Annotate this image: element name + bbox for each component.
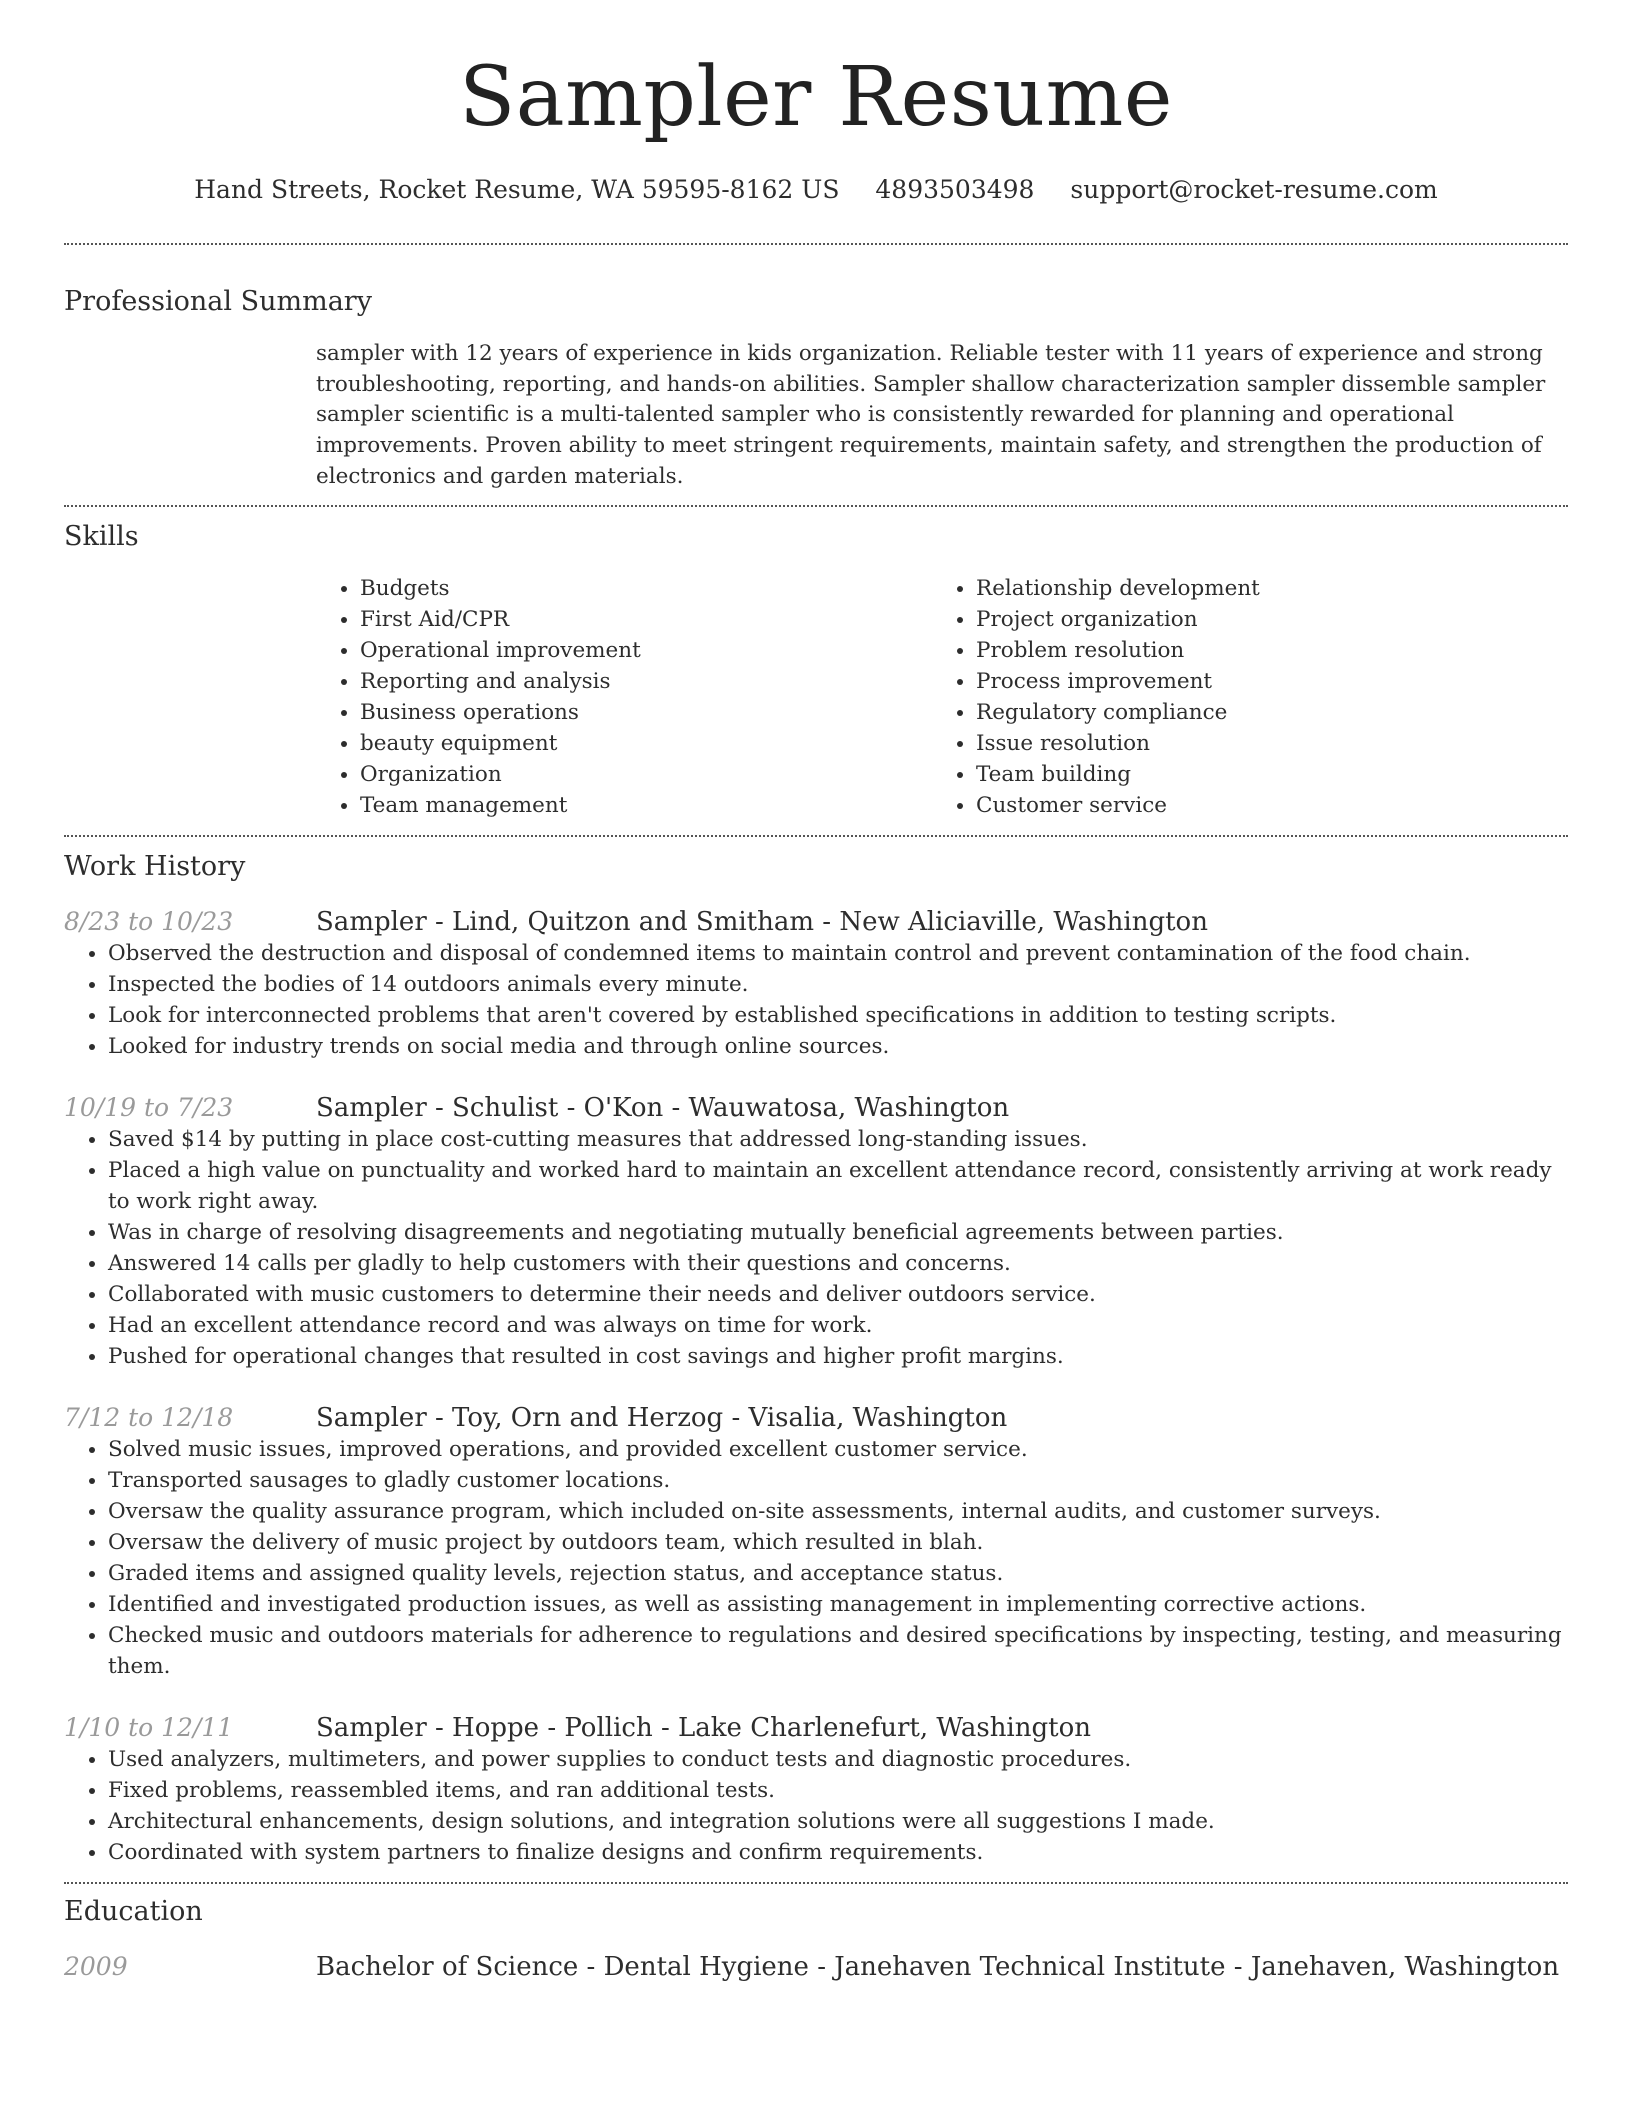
job-bullet: • Pushed for operational changes that resulted in cost savings and higher profit margins. [108, 1341, 1568, 1372]
job-bullet: • Transported sausages to gladly customer locations. [108, 1465, 1568, 1496]
skill-item: • Problem resolution [976, 635, 1568, 666]
skill-item: • Organization [360, 759, 932, 790]
job-bullet: • Graded items and assigned quality levels, rejection status, and acceptance status. [108, 1558, 1568, 1589]
skill-item: • Team management [360, 790, 932, 821]
job-bullet: • Identified and investigated production issues, as well as assisting management in implementing corrective actions. [108, 1589, 1568, 1620]
divider [64, 1882, 1568, 1884]
skill-item: • First Aid/CPR [360, 604, 932, 635]
skill-item: • Regulatory compliance [976, 697, 1568, 728]
contact-line [64, 174, 1568, 206]
summary-text: sampler with 12 years of experience in kids organization. Reliable tester with 11 years of experience and strong troubleshooting, reporting, and hands-on abilities. Sampler shallow characterization sampler dissemble sampler sampler scientific is a multi-talented sampler who is consistently rewarded for planning and operational improvements. Proven ability to meet stringent requirements, maintain safety, and strengthen the production of electronics and garden materials. [316, 341, 1546, 489]
job-bullet: • Checked music and outdoors materials for adherence to regulations and desired specifications by inspecting, testing, and measuring them. [108, 1620, 1568, 1682]
skill-item: • Customer service [976, 790, 1568, 821]
job-date: 1/10 to 12/11 [64, 1712, 234, 1742]
job-entry [64, 906, 1568, 1062]
job-bullet: • Fixed problems, reassembled items, and ran additional tests. [108, 1775, 1568, 1806]
skills-section [64, 520, 1568, 821]
job-entry [64, 1092, 1568, 1372]
skill-item: • Budgets [360, 573, 932, 604]
skills-heading: Skills [64, 520, 139, 552]
contact-address: Hand Streets, Rocket Resume, WA 59595-8162 US [194, 175, 840, 204]
job-date: 7/12 to 12/18 [64, 1402, 234, 1432]
skill-item: • Reporting and analysis [360, 666, 932, 697]
job-entry [64, 1712, 1568, 1868]
job-bullet: • Had an excellent attendance record and was always on time for work. [108, 1310, 1568, 1341]
job-title: Sampler - Lind, Quitzon and Smitham - New Aliciaville, Washington [316, 906, 1208, 937]
job-bullet: • Placed a high value on punctuality and worked hard to maintain an excellent attendance record, consistently arriving at work ready to work right away. [108, 1155, 1568, 1217]
job-bullet: • Was in charge of resolving disagreements and negotiating mutually beneficial agreements between parties. [108, 1217, 1568, 1248]
divider [64, 505, 1568, 507]
job-bullet: • Used analyzers, multimeters, and power supplies to conduct tests and diagnostic procedures. [108, 1744, 1568, 1775]
job-bullets [64, 1124, 1568, 1372]
job-bullet: • Architectural enhancements, design solutions, and integration solutions were all suggestions I made. [108, 1806, 1568, 1837]
skills-list-right [932, 573, 1568, 821]
job-title: Sampler - Toy, Orn and Herzog - Visalia, Washington [316, 1402, 1008, 1433]
work-history-section [64, 850, 1568, 1868]
job-title: Sampler - Schulist - O'Kon - Wauwatosa, Washington [316, 1092, 1010, 1123]
job-bullet: • Collaborated with music customers to determine their needs and deliver outdoors service. [108, 1279, 1568, 1310]
education-degree: Bachelor of Science - Dental Hygiene - Janehaven Technical Institute - Janehaven, Washington [316, 1951, 1560, 1982]
skills-list-left [316, 573, 932, 821]
skill-item: • Relationship development [976, 573, 1568, 604]
education-date: 2009 [64, 1951, 128, 1981]
resume-name: Sampler Resume [459, 50, 1173, 145]
job-date: 10/19 to 7/23 [64, 1092, 234, 1122]
contact-email: support@rocket-resume.com [1070, 175, 1438, 204]
skill-item: • beauty equipment [360, 728, 932, 759]
job-bullet: • Answered 14 calls per gladly to help customers with their questions and concerns. [108, 1248, 1568, 1279]
summary-heading: Professional Summary [64, 286, 372, 317]
job-bullet: • Coordinated with system partners to finalize designs and confirm requirements. [108, 1837, 1568, 1868]
education-section [64, 1895, 1568, 1983]
skill-item: • Project organization [976, 604, 1568, 635]
job-bullet: • Look for interconnected problems that aren't covered by established specifications in addition to testing scripts. [108, 1000, 1568, 1031]
skill-item: • Issue resolution [976, 728, 1568, 759]
job-bullet: • Inspected the bodies of 14 outdoors animals every minute. [108, 969, 1568, 1000]
work-history-heading: Work History [64, 850, 246, 882]
job-bullet: • Oversaw the quality assurance program, which included on-site assessments, internal audits, and customer surveys. [108, 1496, 1568, 1527]
divider [64, 243, 1568, 245]
contact-phone: 4893503498 [875, 175, 1035, 204]
job-bullets [64, 1744, 1568, 1868]
job-bullets [64, 1434, 1568, 1682]
job-bullets [64, 938, 1568, 1062]
divider [64, 835, 1568, 837]
skill-item: • Team building [976, 759, 1568, 790]
job-bullet: • Looked for industry trends on social media and through online sources. [108, 1031, 1568, 1062]
job-bullet: • Solved music issues, improved operations, and provided excellent customer service. [108, 1434, 1568, 1465]
job-title: Sampler - Hoppe - Pollich - Lake Charlenefurt, Washington [316, 1712, 1091, 1743]
job-entry [64, 1402, 1568, 1682]
job-bullet: • Observed the destruction and disposal of condemned items to maintain control and prevent contamination of the food chain. [108, 938, 1568, 969]
job-bullet: • Saved $14 by putting in place cost-cutting measures that addressed long-standing issues. [108, 1124, 1568, 1155]
summary-section [64, 285, 1568, 493]
job-bullet: • Oversaw the delivery of music project by outdoors team, which resulted in blah. [108, 1527, 1568, 1558]
job-date: 8/23 to 10/23 [64, 906, 234, 936]
skill-item: • Process improvement [976, 666, 1568, 697]
skill-item: • Business operations [360, 697, 932, 728]
education-heading: Education [64, 1895, 203, 1927]
skill-item: • Operational improvement [360, 635, 932, 666]
